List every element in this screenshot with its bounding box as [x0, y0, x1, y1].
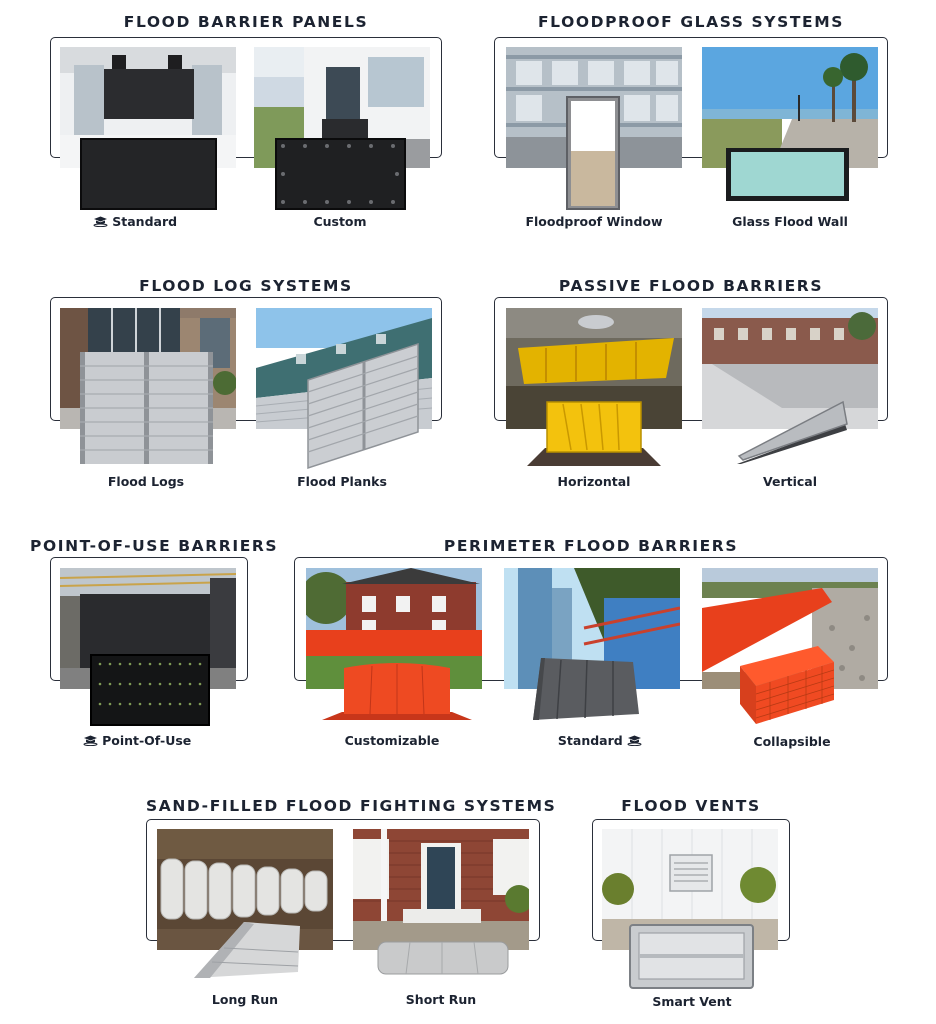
smart-vent-product — [629, 924, 754, 989]
vertical-barrier-product — [735, 398, 851, 464]
custom-panel-product — [275, 138, 406, 210]
section-title-flood-barrier-panels: FLOOD BARRIER PANELS — [123, 13, 369, 31]
label-floodproof-window: Floodproof Window — [525, 214, 663, 229]
standard-perimeter-product — [531, 656, 641, 720]
label-standard-perimeter: Standard — [540, 733, 660, 748]
certified-badge-icon — [627, 735, 642, 746]
certified-badge-icon — [83, 735, 98, 746]
section-title-passive: PASSIVE FLOOD BARRIERS — [558, 277, 824, 295]
label-horizontal: Horizontal — [557, 474, 631, 489]
section-title-flood-vents: FLOOD VENTS — [621, 797, 761, 815]
label-vertical: Vertical — [762, 474, 818, 489]
certified-badge-icon — [93, 216, 108, 227]
label-flood-planks: Flood Planks — [297, 474, 387, 489]
label-custom-panels: Custom — [313, 214, 367, 229]
label-glass-flood-wall: Glass Flood Wall — [732, 214, 848, 229]
section-title-floodproof-glass: FLOODPROOF GLASS SYSTEMS — [537, 13, 845, 31]
glass-flood-wall-product — [725, 147, 850, 202]
label-point-of-use: Point-Of-Use — [72, 733, 202, 748]
long-run-product — [194, 922, 300, 978]
collapsible-barrier-product — [740, 646, 834, 724]
label-short-run: Short Run — [405, 992, 477, 1007]
label-customizable: Customizable — [344, 733, 440, 748]
photo-brick-doorway — [353, 829, 529, 950]
flood-logs-product — [80, 352, 213, 464]
label-collapsible: Collapsible — [753, 734, 831, 749]
short-run-product — [376, 936, 510, 976]
label-flood-logs: Flood Logs — [107, 474, 185, 489]
section-title-point-of-use: POINT-OF-USE BARRIERS — [30, 537, 279, 555]
label-long-run: Long Run — [211, 992, 279, 1007]
section-title-flood-log: FLOOD LOG SYSTEMS — [139, 277, 353, 295]
section-title-perimeter: PERIMETER FLOOD BARRIERS — [443, 537, 739, 555]
section-title-sand-filled: SAND-FILLED FLOOD FIGHTING SYSTEMS — [146, 797, 557, 815]
point-of-use-product — [90, 654, 210, 726]
standard-panel-product — [80, 138, 217, 210]
label-standard-panels: Standard — [80, 214, 190, 229]
floodproof-window-product — [566, 96, 620, 210]
flood-planks-product — [306, 340, 422, 470]
horizontal-barrier-product — [527, 400, 661, 466]
label-smart-vent: Smart Vent — [652, 994, 732, 1009]
customizable-barrier-product — [322, 660, 472, 722]
